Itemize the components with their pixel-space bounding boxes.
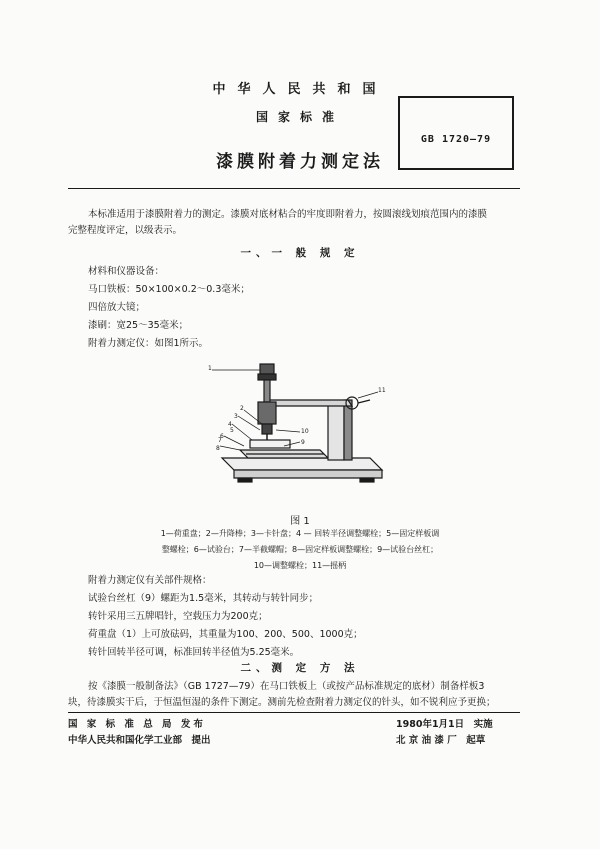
standard-number: GB 1720—79 (420, 134, 492, 145)
intro-line-2: 完整程度评定，以级表示。 (68, 225, 183, 236)
callout-7: 7 (218, 437, 222, 444)
country-name: 中华人民共和国 (212, 82, 388, 97)
callout-3: 3 (234, 413, 238, 420)
foot-right (360, 478, 374, 482)
footer-divider (68, 712, 520, 713)
arm (268, 400, 352, 406)
specimen (250, 440, 290, 448)
section-1-item: 马口铁板：50×100×0.2～0.3毫米； (88, 284, 250, 295)
intro-line-1: 本标准适用于漆膜附着力的测定。漆膜对底材粘合的牢度即附着力，按圆滚线划痕范围内的漆膜 (88, 209, 488, 220)
figure-caption-line: 10—调整螺栓；11—摇柄 (253, 561, 347, 570)
standard-type: 国家标准 (255, 110, 344, 124)
implementation-date: 1980年1月1日 实施 (396, 719, 493, 730)
header-divider (68, 188, 520, 189)
callout-9: 9 (301, 439, 305, 446)
figure-caption-line: 整螺栓；6—试验台；7—半截螺帽；8—固定样板调整螺栓；9—试验台丝杠； (161, 545, 439, 554)
spec-item: 试验台丝杠（9）螺距为1.5毫米，其转动与转针同步； (88, 593, 319, 604)
callout-4: 4 (228, 421, 232, 428)
drafter: 北 京 油 漆 厂 起草 (396, 735, 486, 746)
callout-6: 6 (220, 433, 224, 440)
figure-label: 图 1 (290, 516, 310, 527)
column (328, 403, 344, 460)
spec-item: 荷重盘（1）上可放砝码，其重量为100、200、500、1000克； (88, 629, 363, 640)
base-top (222, 458, 382, 470)
section-1-item: 漆刷：宽25～35毫米； (88, 320, 189, 331)
spec-item: 转针回转半径可调，标准回转半径值为5.25毫米。 (88, 647, 300, 658)
callout-8: 8 (216, 445, 220, 452)
foot-left (238, 478, 252, 482)
callout-2: 2 (240, 405, 244, 412)
spec-item: 转针采用三五牌唱针，空载压力为200克； (88, 611, 268, 622)
load-plate (260, 364, 274, 374)
callout-10: 10 (301, 428, 309, 435)
standard-number-box (398, 96, 514, 170)
callout-1: 1 (208, 365, 212, 372)
base-front (234, 470, 382, 478)
callout-5: 5 (230, 427, 234, 434)
specs-intro: 附着力测定仪有关部件规格： (88, 575, 212, 586)
callout-11: 11 (378, 387, 386, 394)
adhesion-tester-figure (200, 358, 400, 498)
lift-rod (264, 380, 270, 402)
section-1-heading: 一、一 般 规 定 (240, 247, 360, 259)
issuer: 国 家 标 准 总 局 发布 (68, 719, 206, 730)
spindle-body (258, 402, 276, 424)
section-2-line-2: 块，待漆膜实干后，于恒温恒湿的条件下测定。测前先检查附着力测定仪的针头，如不锐利应予更换； (68, 697, 496, 708)
section-1-item: 附着力测定仪：如图1所示。 (88, 338, 209, 349)
page-title: 漆膜附着力测定法 (216, 152, 384, 172)
proposer: 中华人民共和国化学工业部 提出 (68, 735, 211, 746)
crank-handle (358, 400, 370, 403)
section-1-item: 四倍放大镜； (88, 302, 146, 313)
figure-caption-line: 1—荷重盘；2—升降棒；3—卡针盘；4 — 回转半径调整螺栓；5—固定样板调 (160, 529, 440, 538)
needle-plate (262, 424, 272, 434)
section-1-item: 材料和仪器设备： (88, 266, 165, 277)
section-2-heading: 二、测 定 方 法 (240, 662, 360, 674)
load-plate-ring (258, 374, 276, 380)
section-2-line-1: 按《漆膜一般制备法》（GB 1727—79）在马口铁板上（或按产品标准规定的底材）制备样板3 (88, 681, 485, 692)
